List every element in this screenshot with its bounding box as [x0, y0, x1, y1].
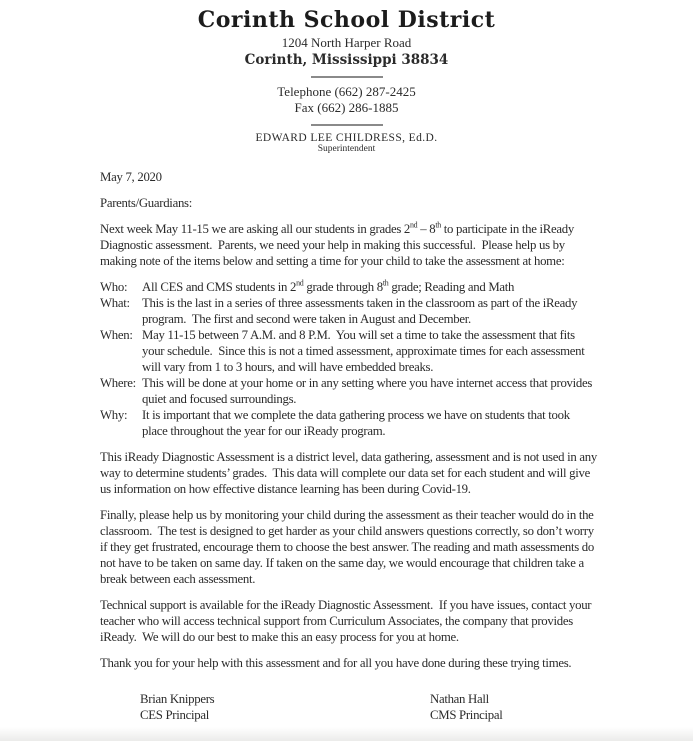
intro-text: to participate in the iReady Diagnostic assessment. Parents, we need your help in making this successful. Please help us by making note of the items below and setting a time for your child to take the assessment at home:: [100, 222, 577, 268]
superscript-nd: nd: [296, 278, 304, 288]
letterhead-divider-top: [311, 76, 383, 78]
who-text: grade through 8: [303, 280, 383, 294]
intro-paragraph: [100, 221, 597, 269]
intro-text: – 8: [417, 222, 436, 236]
superintendent-title: Superintendent: [317, 144, 376, 154]
info-item-where: [100, 375, 597, 407]
item-text: [142, 279, 597, 295]
superscript-th: th: [382, 278, 389, 288]
page-bottom-edge: [0, 727, 693, 741]
superscript-th: th: [435, 220, 441, 230]
item-label: Why:: [100, 408, 128, 422]
item-text: This will be done at your home or in any setting where you have internet access that provides quiet and focused surroundings.: [142, 376, 595, 406]
address-line1: 1204 North Harper Road: [281, 35, 412, 50]
superintendent-name: EDWARD LEE CHILDRESS, Ed.D.: [255, 132, 438, 144]
letter-body: [0, 155, 693, 723]
letter-date: May 7, 2020: [100, 170, 162, 184]
item-label: Who:: [100, 280, 128, 294]
who-text: grade; Reading and Math: [388, 280, 515, 294]
paragraph-tech-support: Technical support is available for the iReady Diagnostic Assessment. If you have issues, contact your teacher who will access technical support from Curriculum Associates, the company that provides iReady. We will do our best to make this an easy process for you at home.: [100, 598, 595, 644]
info-item-what: [100, 295, 597, 327]
item-label: When:: [100, 328, 133, 342]
signature-block: [100, 691, 597, 723]
info-item-who: [100, 279, 597, 295]
signer-name: Nathan Hall: [430, 692, 489, 706]
item-label: What:: [100, 296, 130, 310]
item-text: This is the last in a series of three assessments taken in the classroom as part of the iReady program. The first and second were taken in August and December.: [142, 296, 581, 326]
salutation: Parents/Guardians:: [100, 196, 192, 210]
paragraph-thanks: Thank you for your help with this assessment and for all you have done during these trying times.: [100, 656, 572, 670]
letterhead: [0, 0, 693, 155]
signer-name: Brian Knippers: [140, 692, 215, 706]
info-item-why: [100, 407, 597, 439]
signer-title: CES Principal: [140, 708, 209, 722]
signer-title: CMS Principal: [430, 708, 503, 722]
who-text: All CES and CMS students in 2: [142, 280, 297, 294]
address-line2: Corinth, Mississippi 38834: [244, 52, 449, 68]
intro-text: Next week May 11-15 we are asking all our students in grades 2: [100, 222, 411, 236]
phone-line: Telephone (662) 287-2425: [277, 84, 416, 99]
paragraph-district-level: This iReady Diagnostic Assessment is a district level, data gathering, assessment and is not used in any way to determine students’ grades. This data will complete our data set for each student and will give us information on how effective distance learning has been during Covid-19.: [100, 450, 600, 496]
item-text: May 11-15 between 7 A.M. and 8 P.M. You will set a time to take the assessment that fits your schedule. Since this is not a timed assessment, approximate times for each assessment will vary from 1 to 3 hours, and will have embedded breaks.: [142, 328, 588, 374]
fax-line: Fax (662) 286-1885: [294, 100, 399, 115]
signature-right: [430, 691, 503, 723]
item-label: Where:: [100, 376, 136, 390]
district-name: Corinth School District: [197, 7, 496, 33]
item-text: It is important that we complete the data gathering process we have on students that took place throughout the year for our iReady program.: [142, 408, 573, 438]
letterhead-divider-bottom: [311, 124, 383, 126]
paragraph-monitoring: Finally, please help us by monitoring your child during the assessment as their teacher would do in the classroom. The test is designed to get harder as your child answers questions correctly, so don’t worry if they get frustrated, encourage them to choose the best answer. The reading and math assessments do not have to be taken on same day. If taken on the same day, we would encourage that children take a break between each assessment.: [100, 508, 597, 586]
signature-left: [140, 691, 430, 723]
superscript-nd: nd: [410, 220, 418, 230]
info-items: [100, 279, 597, 439]
info-item-when: [100, 327, 597, 375]
